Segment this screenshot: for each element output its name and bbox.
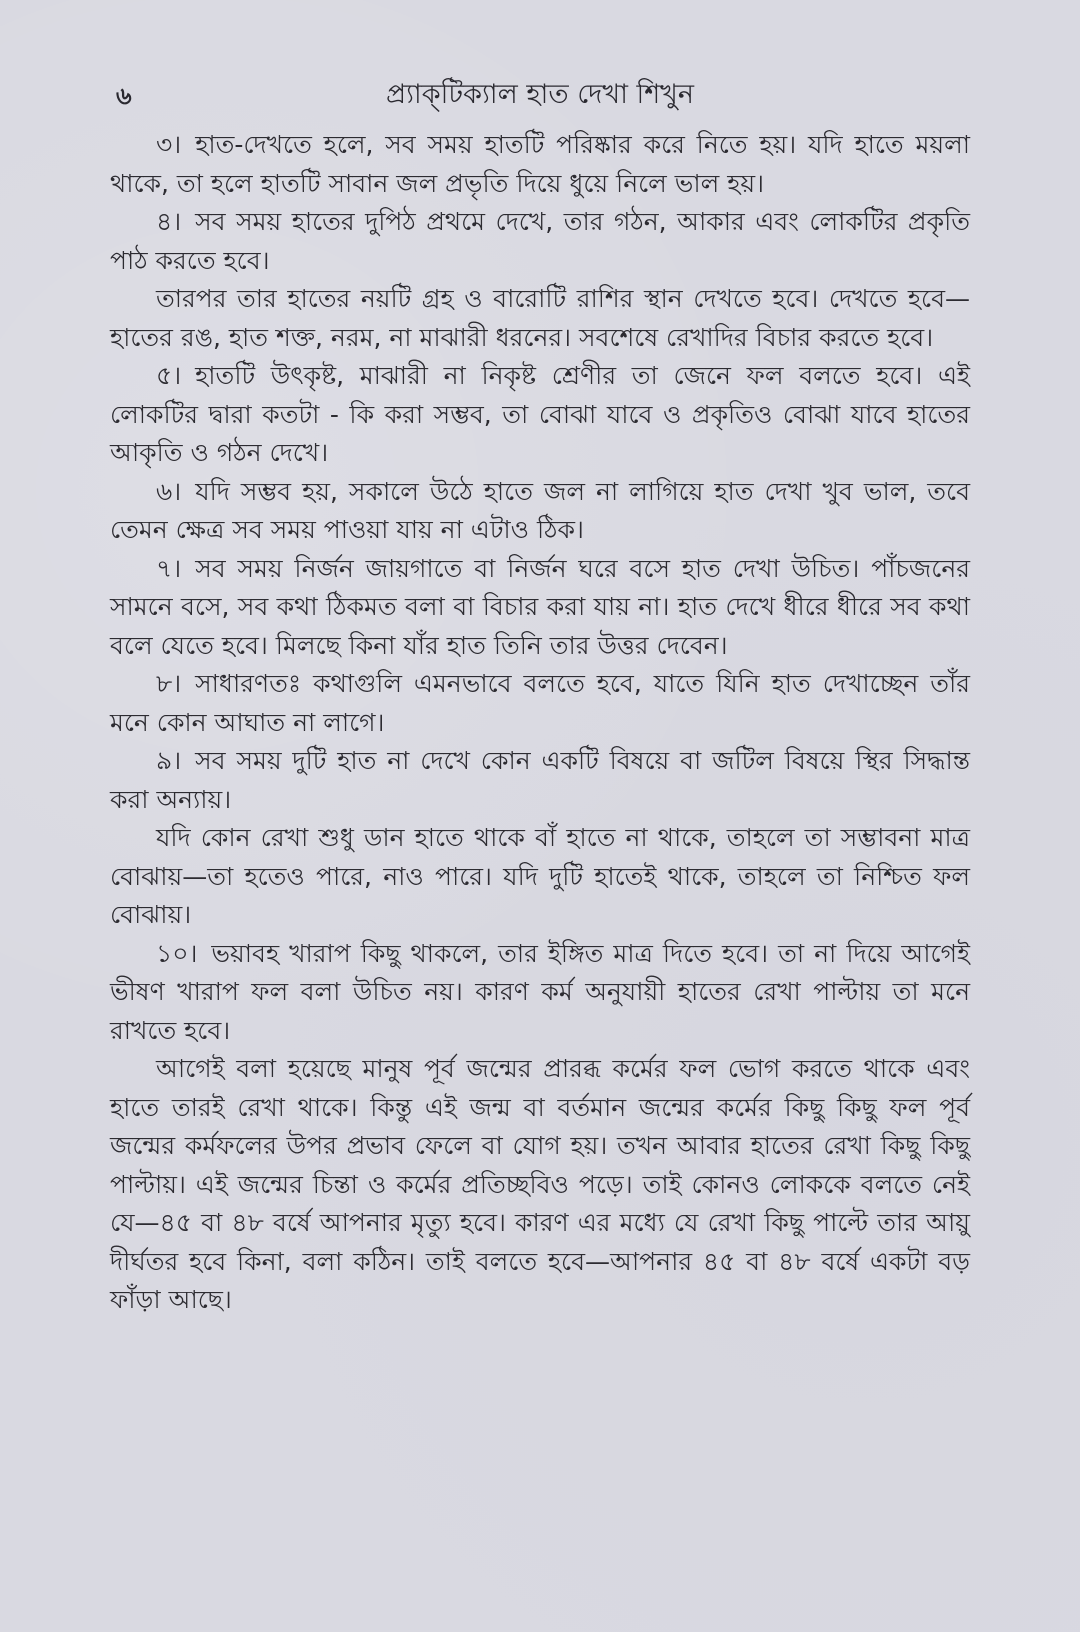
paragraph-karma [110,1050,970,1320]
paragraph-item-8 [110,665,970,742]
paragraph-item-10 [110,935,970,1051]
item-number: ৮। [156,669,182,698]
paragraph-item-7 [110,550,970,666]
paragraph-text: আগেই বলা হয়েছে মানুষ পূর্ব জন্মের প্রারব্ধ কর্মের ফল ভোগ করতে থাকে এবং হাতে তারই রেখা থাকে। কিন্তু এই জন্ম বা বর্তমান জন্মের কর্মের কিছু কিছু ফল পূর্ব জন্মের কর্মফলের উপর প্রভাব ফেলে বা যোগ হয়। তখন আবার হাতের রেখা কিছু কিছু পাল্টায়। এই জন্মের চিন্তা ও কর্মের প্রতিচ্ছবিও পড়ে। তাই কোনও লোককে বলতে নেই যে—৪৫ বা ৪৮ বর্ষে আপনার মৃত্যু হবে। কারণ এর মধ্যে যে রেখা কিছু পাল্টে তার আয়ু দীর্ঘতর হবে কিনা, বলা কঠিন। তাই বলতে হবে—আপনার ৪৫ বা ৪৮ বর্ষে একটা বড় ফাঁড়া আছে। [110,1054,970,1314]
paragraph-item-6 [110,473,970,550]
paragraph-both-hands [110,819,970,935]
paragraph-item-9 [110,742,970,819]
page-header [110,74,970,114]
item-number: ৪। [156,207,182,236]
item-number: ৫। [156,361,182,390]
paragraph-text: হাত-দেখতে হলে, সব সময় হাতটি পরিষ্কার করে নিতে হয়। যদি হাতে ময়লা থাকে, তা হলে হাতটি সাবান জল প্রভৃতি দিয়ে ধুয়ে নিলে ভাল হয়। [110,130,970,198]
item-number: ৬। [156,476,182,506]
item-number: ৭। [156,553,182,583]
paragraph-planets [110,280,970,357]
body-text [110,126,970,1320]
paragraph-item-4 [110,203,970,280]
item-number: ৯। [156,746,182,775]
paragraph-text: সাধারণতঃ কথাগুলি এমনভাবে বলতে হবে, যাতে যিনি হাত দেখাচ্ছেন তাঁর মনে কোন আঘাত না লাগে। [110,669,970,737]
paragraph-text: সব সময় হাতের দুপিঠ প্রথমে দেখে, তার গঠন, আকার এবং লোকটির প্রকৃতি পাঠ করতে হবে। [110,207,970,275]
paragraph-text: সব সময় নির্জন জায়গাতে বা নির্জন ঘরে বসে হাত দেখা উচিত। পাঁচজনের সামনে বসে, সব কথা ঠিকমত বলা বা বিচার করা যায় না। হাত দেখে ধীরে ধীরে সব কথা বলে যেতে হবে। মিলছে কিনা যাঁর হাত তিনি তার উত্তর দেবেন। [110,553,970,660]
page-number: ৬ [116,82,132,110]
paragraph-text: হাতটি উৎকৃষ্ট, মাঝারী না নিকৃষ্ট শ্রেণীর তা জেনে ফল বলতে হবে। এই লোকটির দ্বারা কতটা - কি করা সম্ভব, তা বোঝা যাবে ও প্রকৃতিও বোঝা যাবে হাতের আকৃতি ও গঠন দেখে। [110,361,970,467]
paragraph-text: যদি সম্ভব হয়, সকালে উঠে হাতে জল না লাগিয়ে হাত দেখা খুব ভাল, তবে তেমন ক্ষেত্র সব সময় পাওয়া যায় না এটাও ঠিক। [110,476,970,544]
paragraph-text: সব সময় দুটি হাত না দেখে কোন একটি বিষয়ে বা জটিল বিষয়ে স্থির সিদ্ধান্ত করা অন্যায়। [110,746,970,814]
item-number: ৩। [156,130,182,159]
paragraph-text: তারপর তার হাতের নয়টি গ্রহ ও বারোটি রাশির স্থান দেখতে হবে। দেখতে হবে—হাতের রঙ, হাত শক্ত, নরম, না মাঝারী ধরনের। সবশেষে রেখাদির বিচার করতে হবে। [110,284,970,352]
item-number: ১০। [156,938,198,968]
running-title: প্র্যাক্‌টিক্যাল হাত দেখা শিখুন [385,79,695,110]
paragraph-text: যদি কোন রেখা শুধু ডান হাতে থাকে বাঁ হাতে না থাকে, তাহলে তা সম্ভাবনা মাত্র বোঝায়—তা হতেও পারে, নাও পারে। যদি দুটি হাতেই থাকে, তাহলে তা নিশ্চিত ফল বোঝায়। [110,823,970,929]
paragraph-text: ভয়াবহ খারাপ কিছু থাকলে, তার ইঙ্গিত মাত্র দিতে হবে। তা না দিয়ে আগেই ভীষণ খারাপ ফল বলা উচিত নয়। কারণ কর্ম অনুযায়ী হাতের রেখা পাল্টায় তা মনে রাখতে হবে। [110,938,970,1045]
paragraph-item-5 [110,357,970,473]
paragraph-item-3 [110,126,970,203]
